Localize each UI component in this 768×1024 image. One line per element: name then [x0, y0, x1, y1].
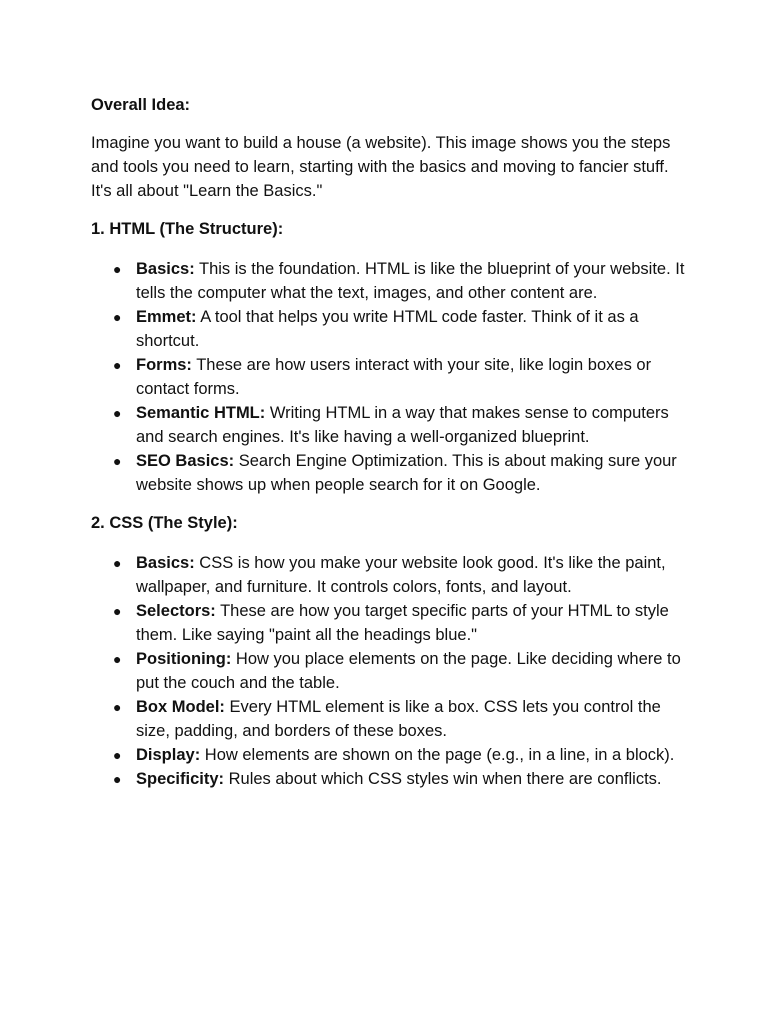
item-term: SEO Basics:	[136, 452, 235, 470]
list-item	[91, 647, 691, 695]
item-text: Writing HTML in a way that makes sense to computers and search engines. It's like having a well-organized blueprint.	[136, 404, 669, 446]
list-item	[91, 743, 691, 767]
section-html	[91, 217, 691, 497]
bullet-icon: ●	[113, 699, 122, 715]
item-term: Specificity:	[136, 770, 225, 788]
list-item	[91, 353, 691, 401]
list-item	[91, 599, 691, 647]
document-title: Overall Idea:	[91, 96, 191, 114]
item-text: Every HTML element is like a box. CSS lets you control the size, padding, and borders of these boxes.	[136, 698, 661, 740]
bullet-icon: ●	[113, 771, 122, 787]
item-term: Basics:	[136, 554, 195, 572]
item-text: How you place elements on the page. Like deciding where to put the couch and the table.	[136, 650, 681, 692]
item-text: CSS is how you make your website look good. It's like the paint, wallpaper, and furniture. It controls colors, fonts, and layout.	[136, 554, 666, 596]
document-page	[91, 93, 691, 805]
section-css	[91, 511, 691, 791]
bullet-icon: ●	[113, 309, 122, 325]
bullet-icon: ●	[113, 555, 122, 571]
item-term: Selectors:	[136, 602, 216, 620]
list-item	[91, 551, 691, 599]
item-term: Positioning:	[136, 650, 232, 668]
bullet-icon: ●	[113, 603, 122, 619]
section-heading-css: 2. CSS (The Style):	[91, 514, 238, 532]
item-term: Semantic HTML:	[136, 404, 266, 422]
bullet-icon: ●	[113, 261, 122, 277]
bullet-icon: ●	[113, 357, 122, 373]
item-text: Search Engine Optimization. This is about making sure your website shows up when people search for it on Google.	[136, 452, 677, 494]
item-text: This is the foundation. HTML is like the blueprint of your website. It tells the computer what the text, images, and other content are.	[136, 260, 685, 302]
list-item	[91, 767, 691, 791]
list-item	[91, 449, 691, 497]
item-term: Display:	[136, 746, 201, 764]
bullet-icon: ●	[113, 651, 122, 667]
list-item	[91, 305, 691, 353]
item-term: Forms:	[136, 356, 192, 374]
item-text: How elements are shown on the page (e.g., in a line, in a block).	[200, 746, 675, 764]
list-item	[91, 695, 691, 743]
item-term: Box Model:	[136, 698, 225, 716]
item-text: Rules about which CSS styles win when there are conflicts.	[224, 770, 662, 788]
list-item	[91, 401, 691, 449]
item-text: A tool that helps you write HTML code faster. Think of it as a shortcut.	[136, 308, 639, 350]
item-text: These are how you target specific parts of your HTML to style them. Like saying "paint all the headings blue."	[136, 602, 669, 644]
bullet-icon: ●	[113, 405, 122, 421]
bullet-icon: ●	[113, 747, 122, 763]
bullet-icon: ●	[113, 453, 122, 469]
item-term: Emmet:	[136, 308, 197, 326]
list-item	[91, 257, 691, 305]
bullet-list-css	[91, 551, 691, 791]
intro-paragraph: Imagine you want to build a house (a website). This image shows you the steps and tools you need to learn, starting with the basics and moving to fancier stuff. It's all about "Learn the Basics."	[91, 134, 671, 200]
item-text: These are how users interact with your site, like login boxes or contact forms.	[136, 356, 652, 398]
bullet-list-html	[91, 257, 691, 497]
section-heading-html: 1. HTML (The Structure):	[91, 220, 284, 238]
item-term: Basics:	[136, 260, 195, 278]
